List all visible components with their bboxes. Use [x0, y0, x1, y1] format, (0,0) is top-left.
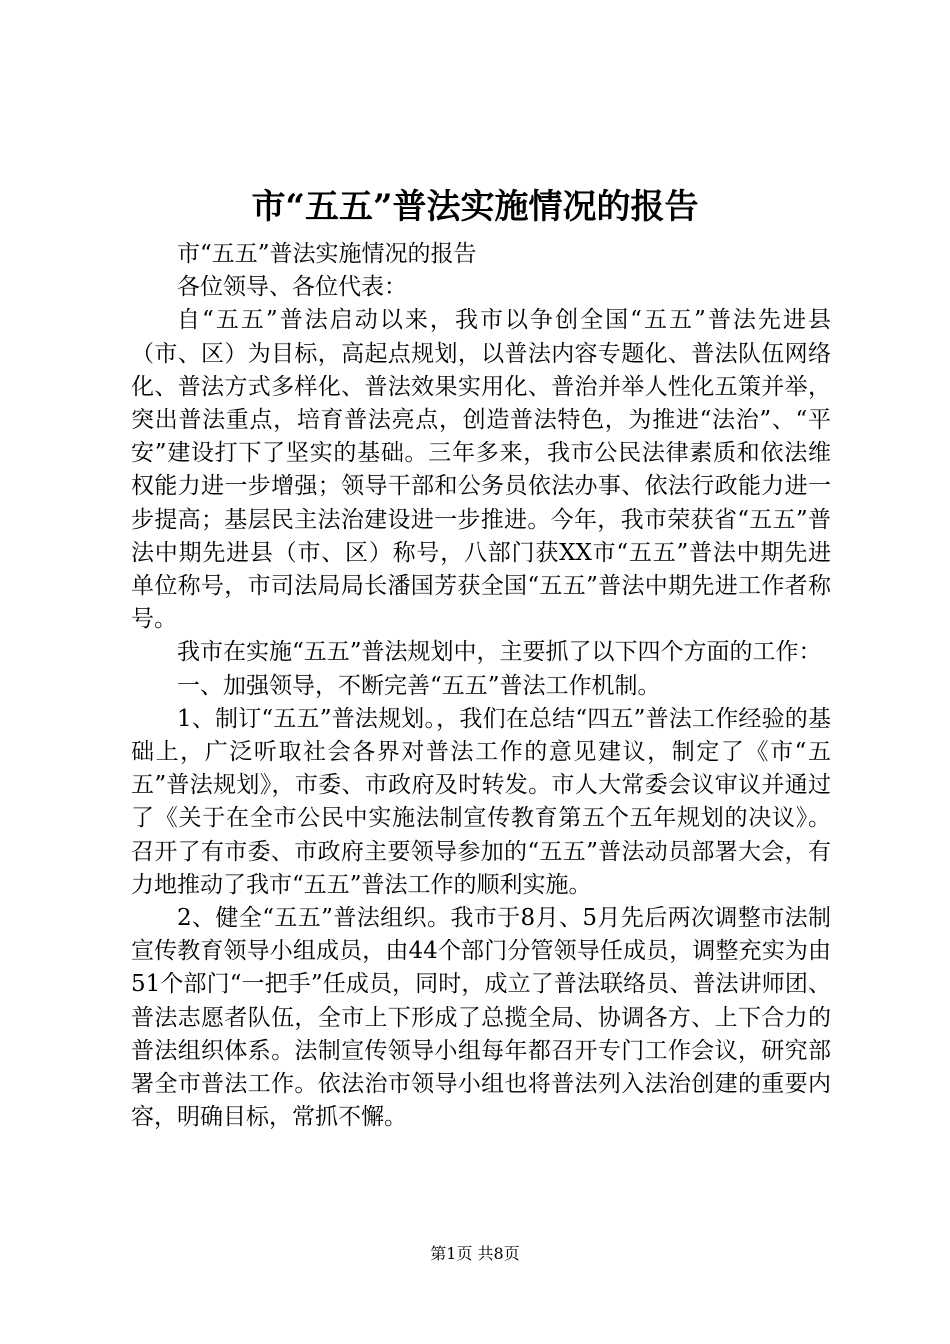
- paragraph-section-heading: 一、加强领导，不断完善“五五”普法工作机制。: [177, 672, 661, 699]
- page-indicator: 第1页 共8页: [430, 1244, 520, 1263]
- paragraph-overview: 我市在实施“五五”普法规划中，主要抓了以下四个方面的工作：: [177, 639, 822, 666]
- document-title: 市“五五”普法实施情况的报告: [251, 187, 699, 227]
- document-body: [131, 238, 831, 1134]
- paragraph-item-2: 2、健全“五五”普法组织。我市于8月、5月先后两次调整市法制宣传教育领导小组成员，由44个部门分管领导任成员，调整充实为由51个部门“一把手”任成员，同时，成立了普法联络员、普法讲师团、普法志愿者队伍，全市上下形成了总揽全局、协调各方、上下合力的普法组织体系。法制宣传领导小组每年都召开专门工作会议，研究部署全市普法工作。依法治市领导小组也将普法列入法治创建的重要内容，明确目标，常抓不懈。: [131, 905, 831, 1131]
- paragraph-intro: 自“五五”普法启动以来，我市以争创全国“五五”普法先进县（市、区）为目标，高起点规划，以普法内容专题化、普法队伍网络化、普法方式多样化、普法效果实用化、普治并举人性化五策并举，突出普法重点，培育普法亮点，创造普法特色，为推进“法治”、“平安”建设打下了坚实的基础。三年多来，我市公民法律素质和依法维权能力进一步增强；领导干部和公务员依法办事、依法行政能力进一步提高；基层民主法治建设进一步推进。今年，我市荣获省“五五”普法中期先进县（市、区）称号，八部门获XX市“五五”普法中期先进单位称号，市司法局局长潘国芳获全国“五五”普法中期先进工作者称号。: [131, 307, 831, 633]
- paragraph-salutation: 各位领导、各位代表：: [177, 274, 407, 301]
- paragraph-item-1: 1、制订“五五”普法规划。，我们在总结“四五”普法工作经验的基础上，广泛听取社会各界对普法工作的意见建议，制定了《市“五五”普法规划》，市委、市政府及时转发。市人大常委会议审议并通过了《关于在全市公民中实施法制宣传教育第五个五年规划的决议》。召开了有市委、市政府主要领导参加的“五五”普法动员部署大会，有力地推动了我市“五五”普法工作的顺利实施。: [131, 705, 831, 898]
- paragraph-subtitle: 市“五五”普法实施情况的报告: [177, 241, 477, 267]
